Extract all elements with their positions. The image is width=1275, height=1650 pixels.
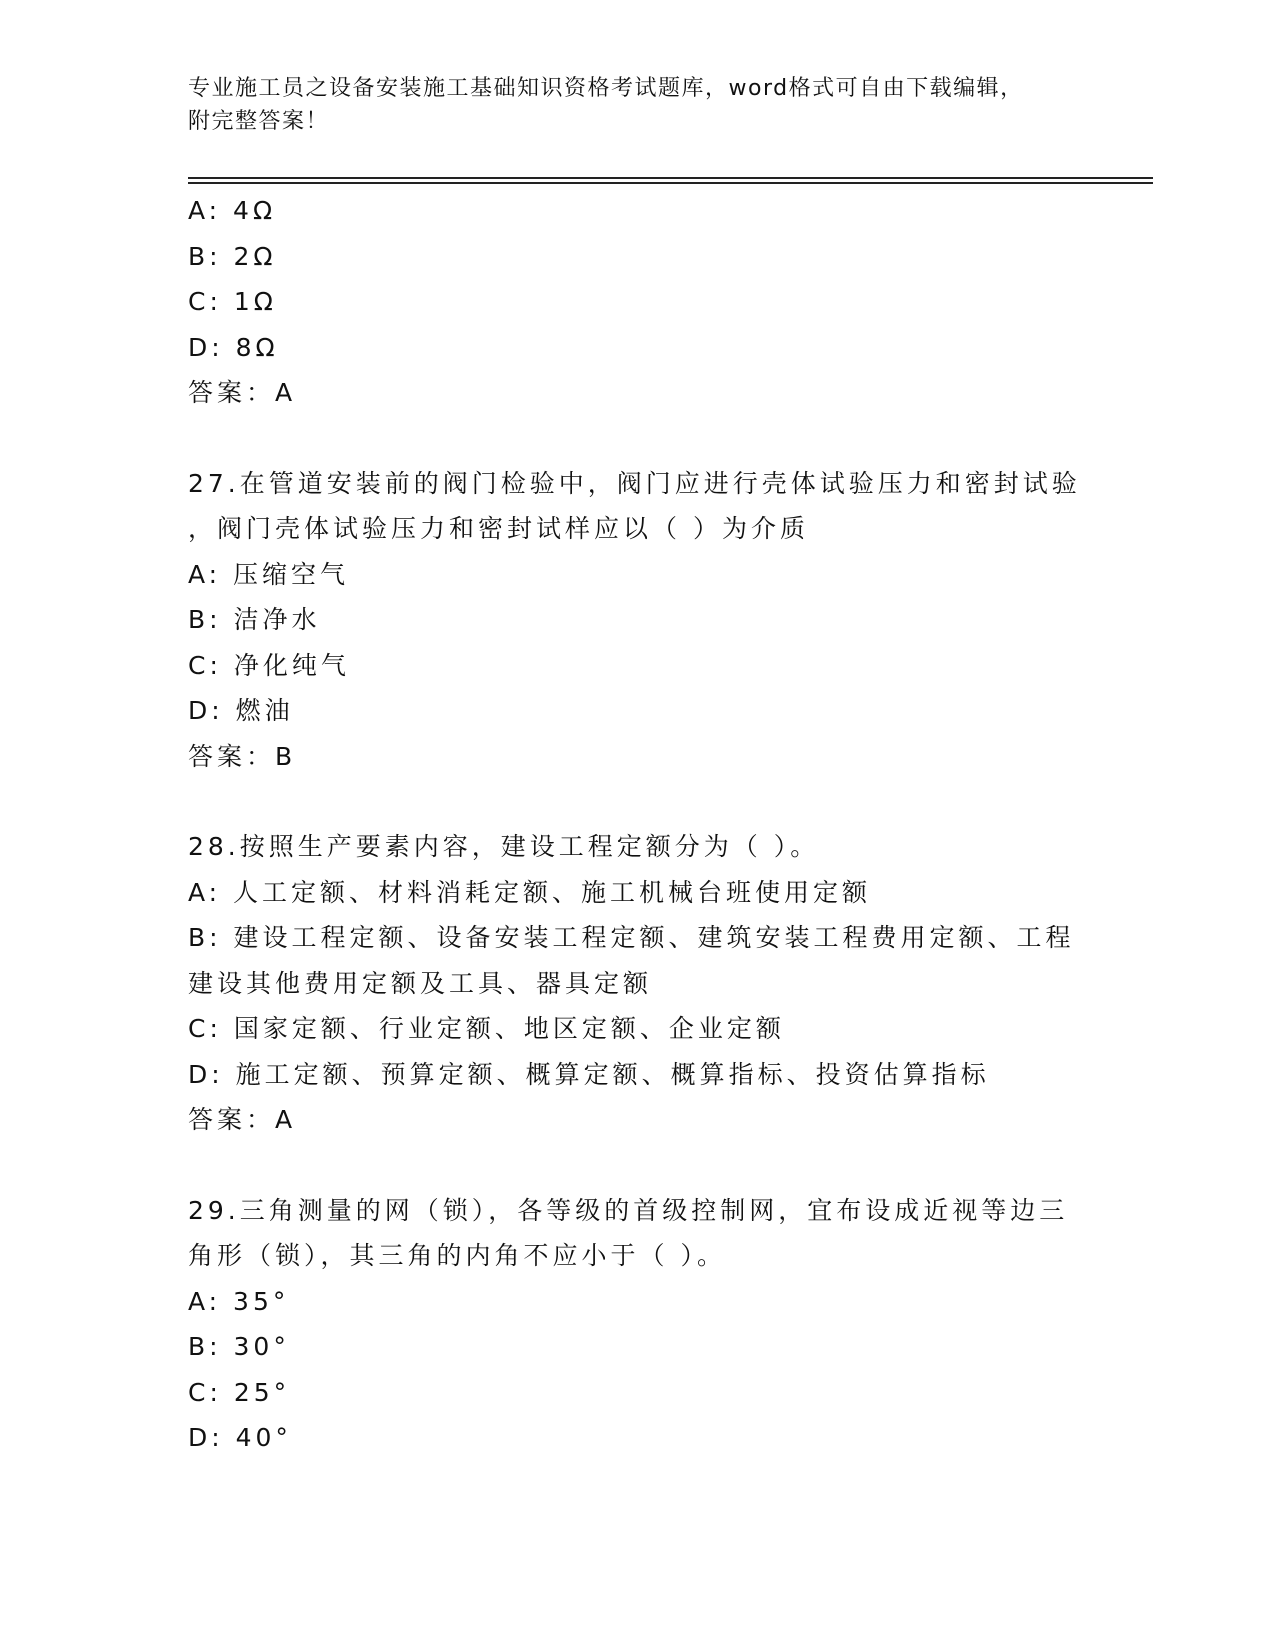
header-divider-bottom (188, 182, 1153, 184)
question-28 (188, 824, 1088, 1143)
option-b-continued: 建设其他费用定额及工具、器具定额 (188, 968, 653, 998)
option-d: D: 施工定额、预算定额、概算定额、概算指标、投资估算指标 (188, 1059, 990, 1089)
question-stem: 28.按照生产要素内容，建设工程定额分为（ ）。 (188, 832, 820, 861)
option-b: B: 30° (188, 1332, 290, 1361)
option-d: D: 8Ω (188, 332, 279, 362)
document-header (188, 72, 1068, 138)
spacer (188, 1143, 1088, 1188)
option-a: A: 35° (188, 1286, 290, 1316)
option-c: C: 1Ω (188, 287, 277, 316)
option-b: B: 建设工程定额、设备安装工程定额、建筑安装工程费用定额、工程 (188, 923, 1075, 952)
question-stem-continued: ，阀门壳体试验压力和密封试样应以（ ）为介质 (188, 514, 809, 543)
header-line-2: 附完整答案！ (188, 109, 330, 134)
option-d: D: 燃油 (188, 696, 294, 725)
option-c: C: 25° (188, 1377, 291, 1407)
question-26-options (188, 188, 1088, 416)
question-stem: 29.三角测量的网（锁），各等级的首级控制网，宜布设成近视等边三 (188, 1195, 1069, 1225)
spacer (188, 416, 1088, 461)
question-stem: 27.在管道安装前的阀门检验中，阀门应进行壳体试验压力和密封试验 (188, 468, 1081, 498)
option-b: B: 2Ω (188, 241, 277, 271)
question-27 (188, 461, 1088, 780)
option-d: D: 40° (188, 1423, 292, 1452)
option-b: B: 洁净水 (188, 605, 321, 634)
option-a: A: 压缩空气 (188, 559, 350, 589)
question-list (188, 188, 1088, 1461)
header-divider-top (188, 177, 1153, 179)
option-c: C: 国家定额、行业定额、地区定额、企业定额 (188, 1014, 785, 1043)
answer-line: 答案：A (188, 378, 297, 407)
option-a: A: 4Ω (188, 196, 277, 225)
header-line-1: 专业施工员之设备安装施工基础知识资格考试题库，word格式可自由下载编辑， (188, 76, 1024, 101)
answer-line: 答案：B (188, 741, 297, 771)
question-29 (188, 1188, 1088, 1461)
option-a: A: 人工定额、材料消耗定额、施工机械台班使用定额 (188, 877, 872, 907)
answer-line: 答案：A (188, 1105, 297, 1134)
spacer (188, 779, 1088, 824)
option-c: C: 净化纯气 (188, 650, 350, 680)
question-stem-continued: 角形（锁），其三角的内角不应小于（ ）。 (188, 1241, 726, 1270)
